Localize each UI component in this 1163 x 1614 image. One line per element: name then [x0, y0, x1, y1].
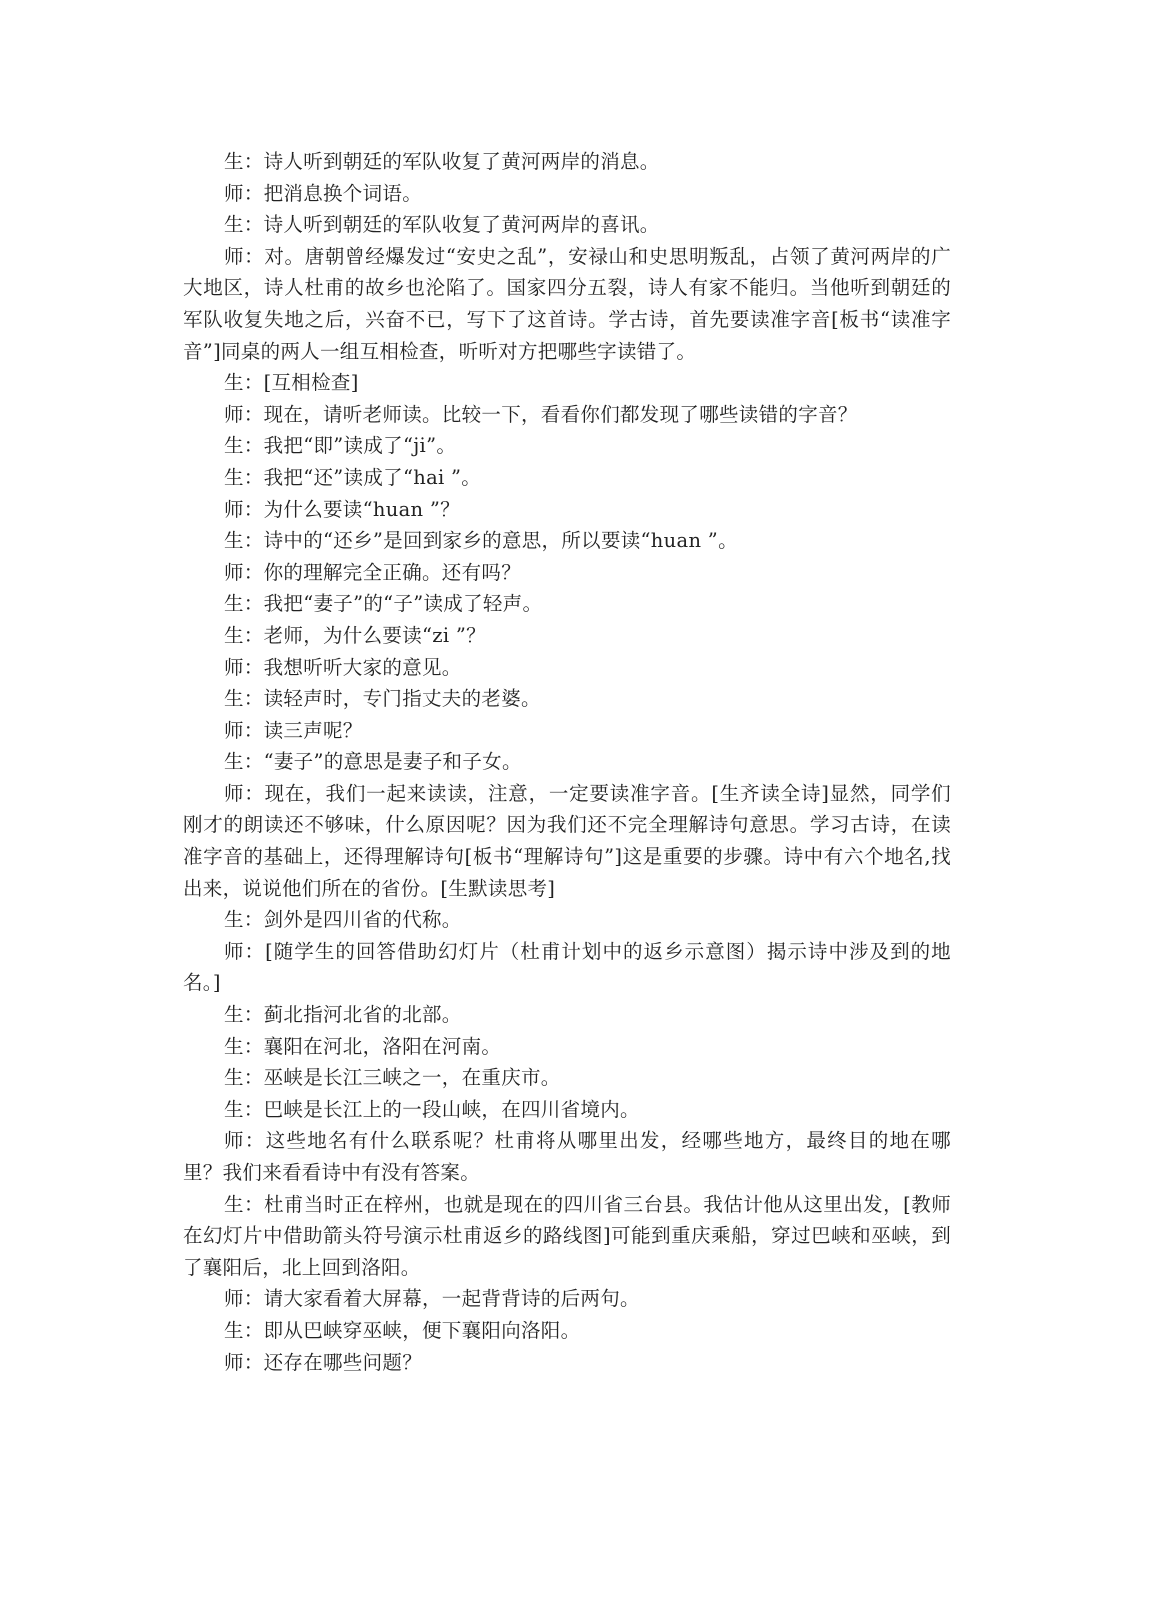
dialogue-line: 师：请大家看着大屏幕，一起背背诗的后两句。	[224, 1287, 640, 1311]
dialogue-line: 师：[随学生的回答借助幻灯片（杜甫计划中的返乡示意图）揭示诗中涉及到的地名。]	[183, 939, 951, 995]
dialogue-line: 生：读轻声时，专门指丈夫的老婆。	[224, 687, 541, 711]
dialogue-line: 生：我把“妻子”的“子”读成了轻声。	[224, 592, 543, 616]
dialogue-line: 生：我把“还”读成了“hai ”。	[224, 465, 482, 489]
dialogue-line: 生：诗人听到朝廷的军队收复了黄河两岸的喜讯。	[224, 213, 660, 237]
dialogue-line: 师：还存在哪些问题？	[224, 1350, 423, 1374]
dialogue-line: 生：杜甫当时正在梓州，也就是现在的四川省三台县。我估计他从这里出发，[教师在幻灯片中借助箭头符号演示杜甫返乡的路线图]可能到重庆乘船，穿过巴峡和巫峡，到了襄阳后，北上回到洛阳。	[183, 1192, 951, 1279]
dialogue-line: 生：诗人听到朝廷的军队收复了黄河两岸的消息。	[224, 150, 660, 173]
dialogue-line: 生：蓟北指河北省的北部。	[224, 1003, 462, 1027]
dialogue-line: 生：襄阳在河北，洛阳在河南。	[224, 1034, 502, 1058]
document-body	[183, 146, 951, 1378]
dialogue-line: 生：“妻子”的意思是妻子和子女。	[224, 750, 522, 774]
dialogue-line: 生：[互相检查]	[224, 371, 359, 395]
dialogue-line: 师：现在，请听老师读。比较一下，看看你们都发现了哪些读错的字音？	[224, 402, 858, 426]
dialogue-line: 生：诗中的“还乡”是回到家乡的意思，所以要读“huan ”。	[224, 529, 738, 553]
dialogue-line: 师：为什么要读“huan ”？	[224, 497, 460, 521]
dialogue-line: 师：把消息换个词语。	[224, 181, 423, 205]
dialogue-line: 生：巴峡是长江上的一段山峡，在四川省境内。	[224, 1097, 640, 1121]
dialogue-line: 师：现在，我们一起来读读，注意，一定要读准字音。[生齐读全诗]显然，同学们刚才的朗读还不够味，什么原因呢？因为我们还不完全理解诗句意思。学习古诗，在读准字音的基础上，还得理解诗句[板书“理解诗句”]这是重要的步骤。诗中有六个地名,找出来，说说他们所在的省份。[生默读思考]	[183, 781, 951, 900]
dialogue-line: 师：你的理解完全正确。还有吗？	[224, 560, 522, 584]
dialogue-line: 师：我想听听大家的意见。	[224, 655, 462, 679]
dialogue-line: 师：这些地名有什么联系呢？杜甫将从哪里出发，经哪些地方，最终目的地在哪里？我们来看看诗中有没有答案。	[183, 1129, 951, 1184]
dialogue-line: 生：我把“即”读成了“ji”。	[224, 434, 457, 458]
dialogue-line: 生：巫峡是长江三峡之一，在重庆市。	[224, 1066, 561, 1090]
dialogue-line: 师：对。唐朝曾经爆发过“安史之乱”，安禄山和史思明叛乱，占领了黄河两岸的广大地区，诗人杜甫的故乡也沦陷了。国家四分五裂，诗人有家不能归。当他听到朝廷的军队收复失地之后，兴奋不已，写下了这首诗。学古诗，首先要读准字音[板书“读准字音”]同桌的两人一组互相检查，听听对方把哪些字读错了。	[183, 244, 951, 363]
dialogue-line: 师：读三声呢？	[224, 718, 363, 742]
dialogue-line: 生：即从巴峡穿巫峡，便下襄阳向洛阳。	[224, 1318, 581, 1342]
dialogue-line: 生：剑外是四川省的代称。	[224, 908, 462, 932]
dialogue-line: 生：老师，为什么要读“zi ”？	[224, 623, 486, 647]
